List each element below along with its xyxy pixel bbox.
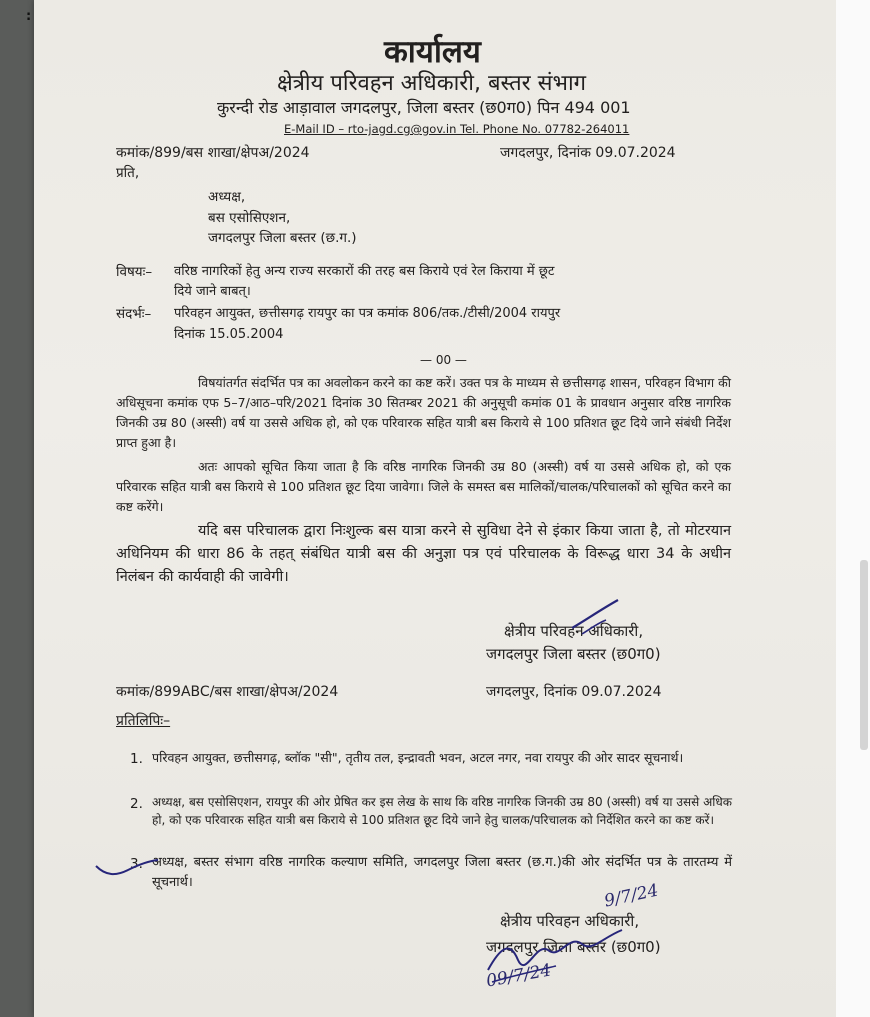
authority-name: क्षेत्रीय परिवहन अधिकारी, बस्तर संभाग — [277, 71, 587, 96]
to-label: प्रति, — [116, 165, 140, 181]
copy-signatory-title: क्षेत्रीय परिवहन अधिकारी, — [500, 912, 640, 930]
reference-label: संदर्भः– — [116, 306, 152, 322]
separator: — 00 — — [420, 353, 467, 367]
reference-line: परिवहन आयुक्त, छत्तीसगढ़ रायपुर का पत्र कमांक 806/तक./टीसी/2004 रायपुर — [174, 306, 561, 321]
copy-item-number: 2. — [130, 796, 143, 812]
recipient-line: अध्यक्ष, — [208, 189, 246, 205]
pen-mark — [92, 852, 162, 882]
corner-mark: : — [26, 9, 32, 24]
place-date: जगदलपुर, दिनांक 09.07.2024 — [500, 145, 676, 161]
copy-place-date: जगदलपुर, दिनांक 09.07.2024 — [486, 684, 662, 700]
copy-reference-number: कमांक/899ABC/बस शाखा/क्षेपअ/2024 — [116, 684, 339, 700]
paragraph-2: अतः आपको सूचित किया जाता है कि वरिष्ठ नागरिक जिनकी उम्र 80 (अस्सी) वर्ष या उससे अधिक हो, को एक परिवारक सहित यात्री बस किराये से 100 प्रतिशत छूट दिया जावेगा। जिले के समस्त बस मालिकों/चालक/परिचालकों को सूचित करने का कष्ट करेंगे। — [116, 459, 731, 514]
signatory-place: जगदलपुर जिला बस्तर (छ0ग0) — [486, 645, 661, 663]
letter-page — [34, 0, 836, 1017]
signatory-title: क्षेत्रीय परिवहन अधिकारी, — [504, 622, 644, 640]
copy-item: परिवहन आयुक्त, छत्तीसगढ़, ब्लॉक "सी", तृतीय तल, इन्द्रावती भवन, अटल नगर, नवा रायपुर की ओर सादर सूचनार्थ। — [152, 750, 684, 765]
handwritten-date: 9/7/24 — [602, 880, 661, 912]
recipient-line: बस एसोसिएशन, — [208, 210, 291, 226]
office-title: कार्यालय — [384, 34, 481, 70]
copy-label: प्रतिलिपिः– — [116, 713, 171, 729]
copy-signatory-place: जगदलपुर जिला बस्तर (छ0ग0) — [486, 938, 661, 956]
subject-label: विषयः– — [116, 264, 153, 280]
recipient-line: जगदलपुर जिला बस्तर (छ.ग.) — [208, 230, 357, 246]
contact-line: E-Mail ID – rto-jagd.cg@gov.in Tel. Phone No. 07782-264011 — [284, 122, 630, 136]
subject-line: दिये जाने बाबत्। — [174, 284, 251, 299]
signature-scribble — [482, 920, 632, 990]
reference-line: दिनांक 15.05.2004 — [174, 327, 284, 342]
paragraph-1: विषयांतर्गत संदर्भित पत्र का अवलोकन करने का कष्ट करें। उक्त पत्र के माध्यम से छत्तीसगढ़ शासन, परिवहन विभाग की अधिसूचना कमांक एफ 5–7/आठ–परि/2021 दिनांक 30 सितम्बर 2021 की अनुसूची कमांक 01 के प्रावधान अनुसार वरिष्ठ नागरिक जिनकी उम्र 80 (अस्सी) वर्ष या उससे अधिक हो, को एक परिवारक सहित यात्री बस किराये से 100 प्रतिशत छूट दिये जाने संबंधी निर्देश प्राप्त हुआ है। — [116, 375, 731, 450]
office-address: कुरन्दी रोड आड़ावाल जगदलपुर, जिला बस्तर (छ0ग0) पिन 494 001 — [217, 98, 631, 117]
paragraph-3: यदि बस परिचालक द्वारा निःशुल्क बस यात्रा करने से सुविधा देने से इंकार किया जाता है, तो मोटरयान अधिनियम की धारा 86 के तहत् संबंधित यात्री बस की अनुज्ञा पत्र एवं परिचालक के विरूद्ध धारा 34 के अधीन निलंबन की कार्यवाही की जावेगी। — [116, 523, 731, 585]
handwritten-date: 09/7/24 — [484, 960, 553, 992]
scrollbar[interactable] — [860, 560, 868, 750]
copy-item: अध्यक्ष, बस एसोसिएशन, रायपुर की ओर प्रेषित कर इस लेख के साथ कि वरिष्ठ नागरिक जिनकी उम्र 80 (अस्सी) वर्ष या उससे अधिक हो, को एक परिवारक सहित यात्री बस किराये से 100 प्रतिशत छूट दिये जाने हेतु चालक/परिचालक को निर्देशित करने का कष्ट करें। — [152, 795, 732, 827]
page-gutter — [836, 0, 870, 1017]
copy-item-number: 1. — [130, 751, 143, 767]
copy-item: अध्यक्ष, बस्तर संभाग वरिष्ठ नागरिक कल्याण समिति, जगदलपुर जिला बस्तर (छ.ग.)की ओर संदर्भित पत्र के तारतम्य में सूचनार्थ। — [152, 855, 732, 890]
reference-number: कमांक/899/बस शाखा/क्षेपअ/2024 — [116, 145, 310, 161]
copy-item-number: 3. — [130, 856, 143, 872]
subject-line: वरिष्ठ नागरिकों हेतु अन्य राज्य सरकारों की तरह बस किराये एवं रेल किराया में छूट — [174, 264, 555, 279]
signature-stroke — [566, 598, 626, 638]
